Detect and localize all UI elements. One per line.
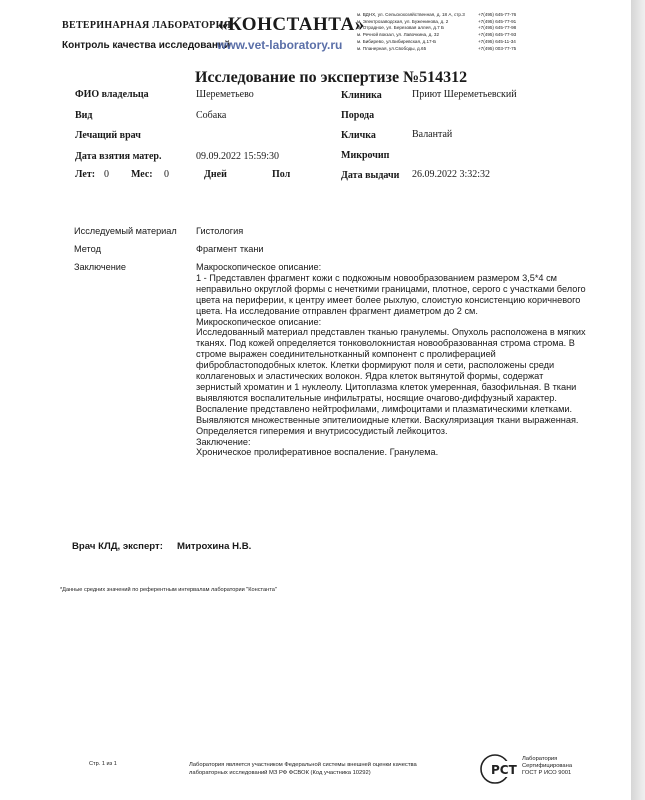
sex-label: Пол — [272, 169, 291, 180]
days-label: Дней — [204, 169, 227, 180]
conclusion-label: Заключение — [74, 262, 127, 272]
owner-value: Шереметьево — [196, 89, 254, 100]
material-label: Исследуемый материал — [74, 226, 177, 236]
nickname-label: Кличка — [341, 130, 376, 141]
phone-list — [478, 12, 516, 52]
page-number: Стр. 1 из 1 — [89, 761, 117, 767]
doctor-label: Врач КЛД, эксперт: — [72, 541, 163, 552]
phone-line: +7(495) 645-77-76 — [478, 12, 517, 17]
years-label: Лет: — [75, 169, 96, 180]
address-line: м. ВДНХ, ул. Сельскохозяйственная, д. 18 А, стр.3 — [357, 12, 465, 17]
clinic-label: Клиника — [341, 90, 382, 101]
owner-label: ФИО владельца — [75, 89, 149, 100]
vet-label: Лечащий врач — [75, 130, 141, 141]
footer-line: лабораторных исследований МЗ РФ ФСВОК (Код участника 10292) — [189, 770, 371, 776]
lab-website-link[interactable]: www.vet-laboratory.ru — [217, 38, 343, 52]
conclusion-text: Макроскопическое описание: 1 - Представлен фрагмент кожи с подкожным новообразованием размером 3,5*4 см неправильно округлой формы с нечеткими границами, плотное, серого с участками белого цвета на периферии, к центру имеет более рыхлую, слоистую консистенцию коричневого цвета. На исследование отправлен фрагмент диаметром до 2 см. Микроскопическое описание: Исследованный материал представлен тканью гранулемы. Опухоль расположена в мягких тканях. Под кожей определяется тонковолокнистая новообразованная строма строма. В строме выражен соединительнотканный компонент с пролиферацией фибробластоподобных клеток. Клетки формируют поля и сети, расположены среди коллагеновых и эластических волокон. Ядра клеток вытянутой формы, содержат зернистый хроматин и 1 нуклеолу. Цитоплазма клеток умеренная, базофильная. В ткани выявляются воспалительные инфильтраты, носящие очагово-диффузный характер. Воспаление представлено нейтрофилами, лимфоцитами и плазматическими клетками. Выявляются множественные эпителиоидные клетки. Васкуляризация ткани выраженная. Определяется гиперемия и внутрисосудистый лейкоцитоз. Заключение: Хроническое пролиферативное воспаление. Гранулема. — [196, 262, 586, 458]
address-line: м. Отрадное, ул. Березовая аллея, д.7 Б — [357, 25, 445, 31]
cert-line: Сертифицирована — [522, 763, 573, 770]
address-line: м. Электрозаводская, ул. Буженинова, д. 2 — [357, 18, 449, 24]
phone-line: +7(495) 645-11-34 — [478, 38, 516, 44]
nickname-value: Валантай — [412, 129, 453, 140]
cert-logo-text: РСТ — [491, 763, 517, 777]
certification-text — [522, 756, 572, 778]
lab-subtitle: Контроль качества исследований — [62, 40, 231, 51]
phone-line: +7(495) 645-77-98 — [478, 25, 517, 31]
date-taken-label: Дата взятия матер. — [75, 151, 162, 162]
method-label: Метод — [74, 244, 101, 254]
address-line: м. Бибирево, ул.Бибиревская, д.17-Б — [357, 38, 437, 44]
lab-brand: «КОНСТАНТА» — [218, 14, 365, 35]
address-line: м. Планерная, ул.Свободы, д.65 — [357, 45, 427, 51]
report-title: Исследование по экспертизе №514312 — [195, 69, 468, 86]
species-value: Собака — [196, 110, 227, 121]
footer-line: Лаборатория является участником Федеральной системы внешней оценки качества — [189, 762, 417, 768]
address-line: м. Речной вокзал, ул. Лавочкина, д. 32 — [357, 32, 439, 38]
clinic-value: Приют Шереметьевский — [412, 89, 517, 100]
phone-line: +7(495) 645-77-91 — [478, 18, 517, 24]
species-label: Вид — [75, 110, 93, 121]
footer-text — [189, 761, 417, 777]
footnote: *Данные средних значений по референтным интервалам лаборатории "Константа" — [60, 587, 277, 593]
years-value: 0 — [104, 169, 109, 180]
lab-name: ВЕТЕРИНАРНАЯ ЛАБОРАТОРИЯ — [62, 20, 232, 31]
doctor-name: Митрохина Н.В. — [177, 541, 252, 552]
breed-label: Порода — [341, 110, 375, 121]
months-label: Мес: — [131, 169, 153, 180]
microchip-label: Микрочип — [341, 150, 390, 161]
material-value: Гистология — [196, 226, 244, 236]
phone-line: +7(495) 645-77-93 — [478, 32, 517, 38]
cert-line: Лаборатория — [522, 756, 558, 762]
address-list — [357, 12, 465, 52]
cert-line: ГОСТ Р ИСО 9001 — [522, 770, 572, 777]
phone-line: +7(495) 003-77-75 — [478, 45, 517, 51]
certification-logo-icon — [478, 752, 518, 786]
issue-date-value: 26.09.2022 3:32:32 — [412, 169, 491, 180]
date-taken-value: 09.09.2022 15:59:30 — [196, 151, 280, 162]
issue-date-label: Дата выдачи — [341, 170, 400, 181]
months-value: 0 — [164, 169, 169, 180]
page-edge — [631, 0, 645, 800]
method-value: Фрагмент ткани — [196, 244, 264, 254]
